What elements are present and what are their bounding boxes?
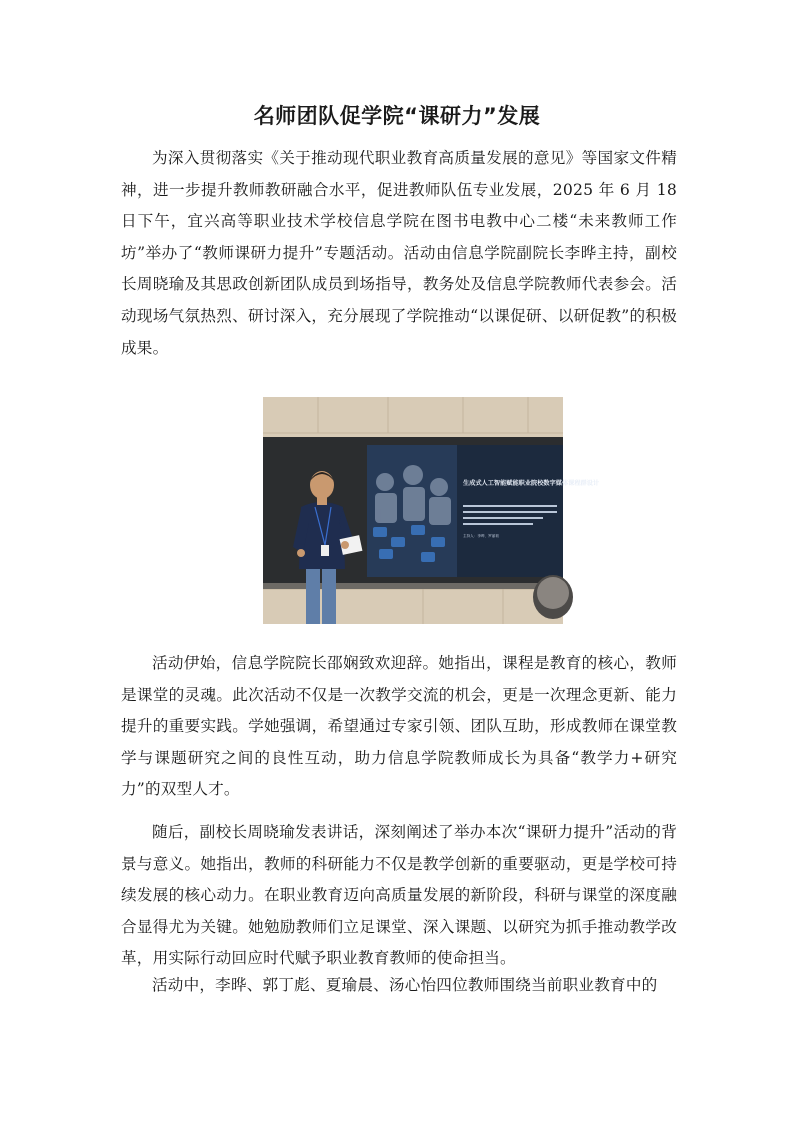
screen-title-text: 生成式人工智能赋能职业院校数字媒体课程群设计	[463, 480, 600, 487]
paragraph-welcome: 活动伊始，信息学院院长邵娴致欢迎辞。她指出，课程是教育的核心，教师是课堂的灵魂。此次活动不仅是一次教学交流的机会，更是一次理念更新、能力提升的重要实践。学她强调，希望通过专家引领、团队互助，形成教师在课堂教学与课题研究之间的良性互动，助力信息学院教师成长为具备“教学力+研究力”的双型人才。	[121, 654, 677, 799]
article-title: 名师团队促学院“课研力”发展	[253, 104, 541, 128]
paragraph-activity: 活动中，李晔、郭丁彪、夏瑜晨、汤心怡四位教师围绕当前职业教育中的	[152, 976, 658, 994]
paragraph-intro: 为深入贯彻落实《关于推动现代职业教育高质量发展的意见》等国家文件精神，进一步提升教师教研融合水平，促进教师队伍专业发展，2025 年 6 月 18 日下午，宜兴高等职业技术学校信息学院在图书电教中心二楼“未来教师工作坊”举办了“教师课研力提升”专题活动。活动由信息学院副院长李晔主持，副校长周晓瑜及其思政创新团队成员到场指导，教务处及信息学院教师代表参会。活动现场气氛热烈、研讨深入，充分展现了学院推动“以课促研、以研促教”的积极成果。	[121, 149, 677, 357]
event-photo	[263, 397, 600, 624]
screen-author-text: 主持人：李晔、罗丽莉	[463, 534, 499, 538]
paragraph-speech: 随后，副校长周晓瑜发表讲话，深刻阐述了举办本次“课研力提升”活动的背景与意义。她指出，教师的科研能力不仅是教学创新的重要驱动，更是学校可持续发展的核心动力。在职业教育迈向高质量发展的新阶段，科研与课堂的深度融合显得尤为关键。她勉励教师们立足课堂、深入课题、以研究为抓手推动教学改革，用实际行动回应时代赋予职业教育教师的使命担当。	[121, 823, 677, 968]
